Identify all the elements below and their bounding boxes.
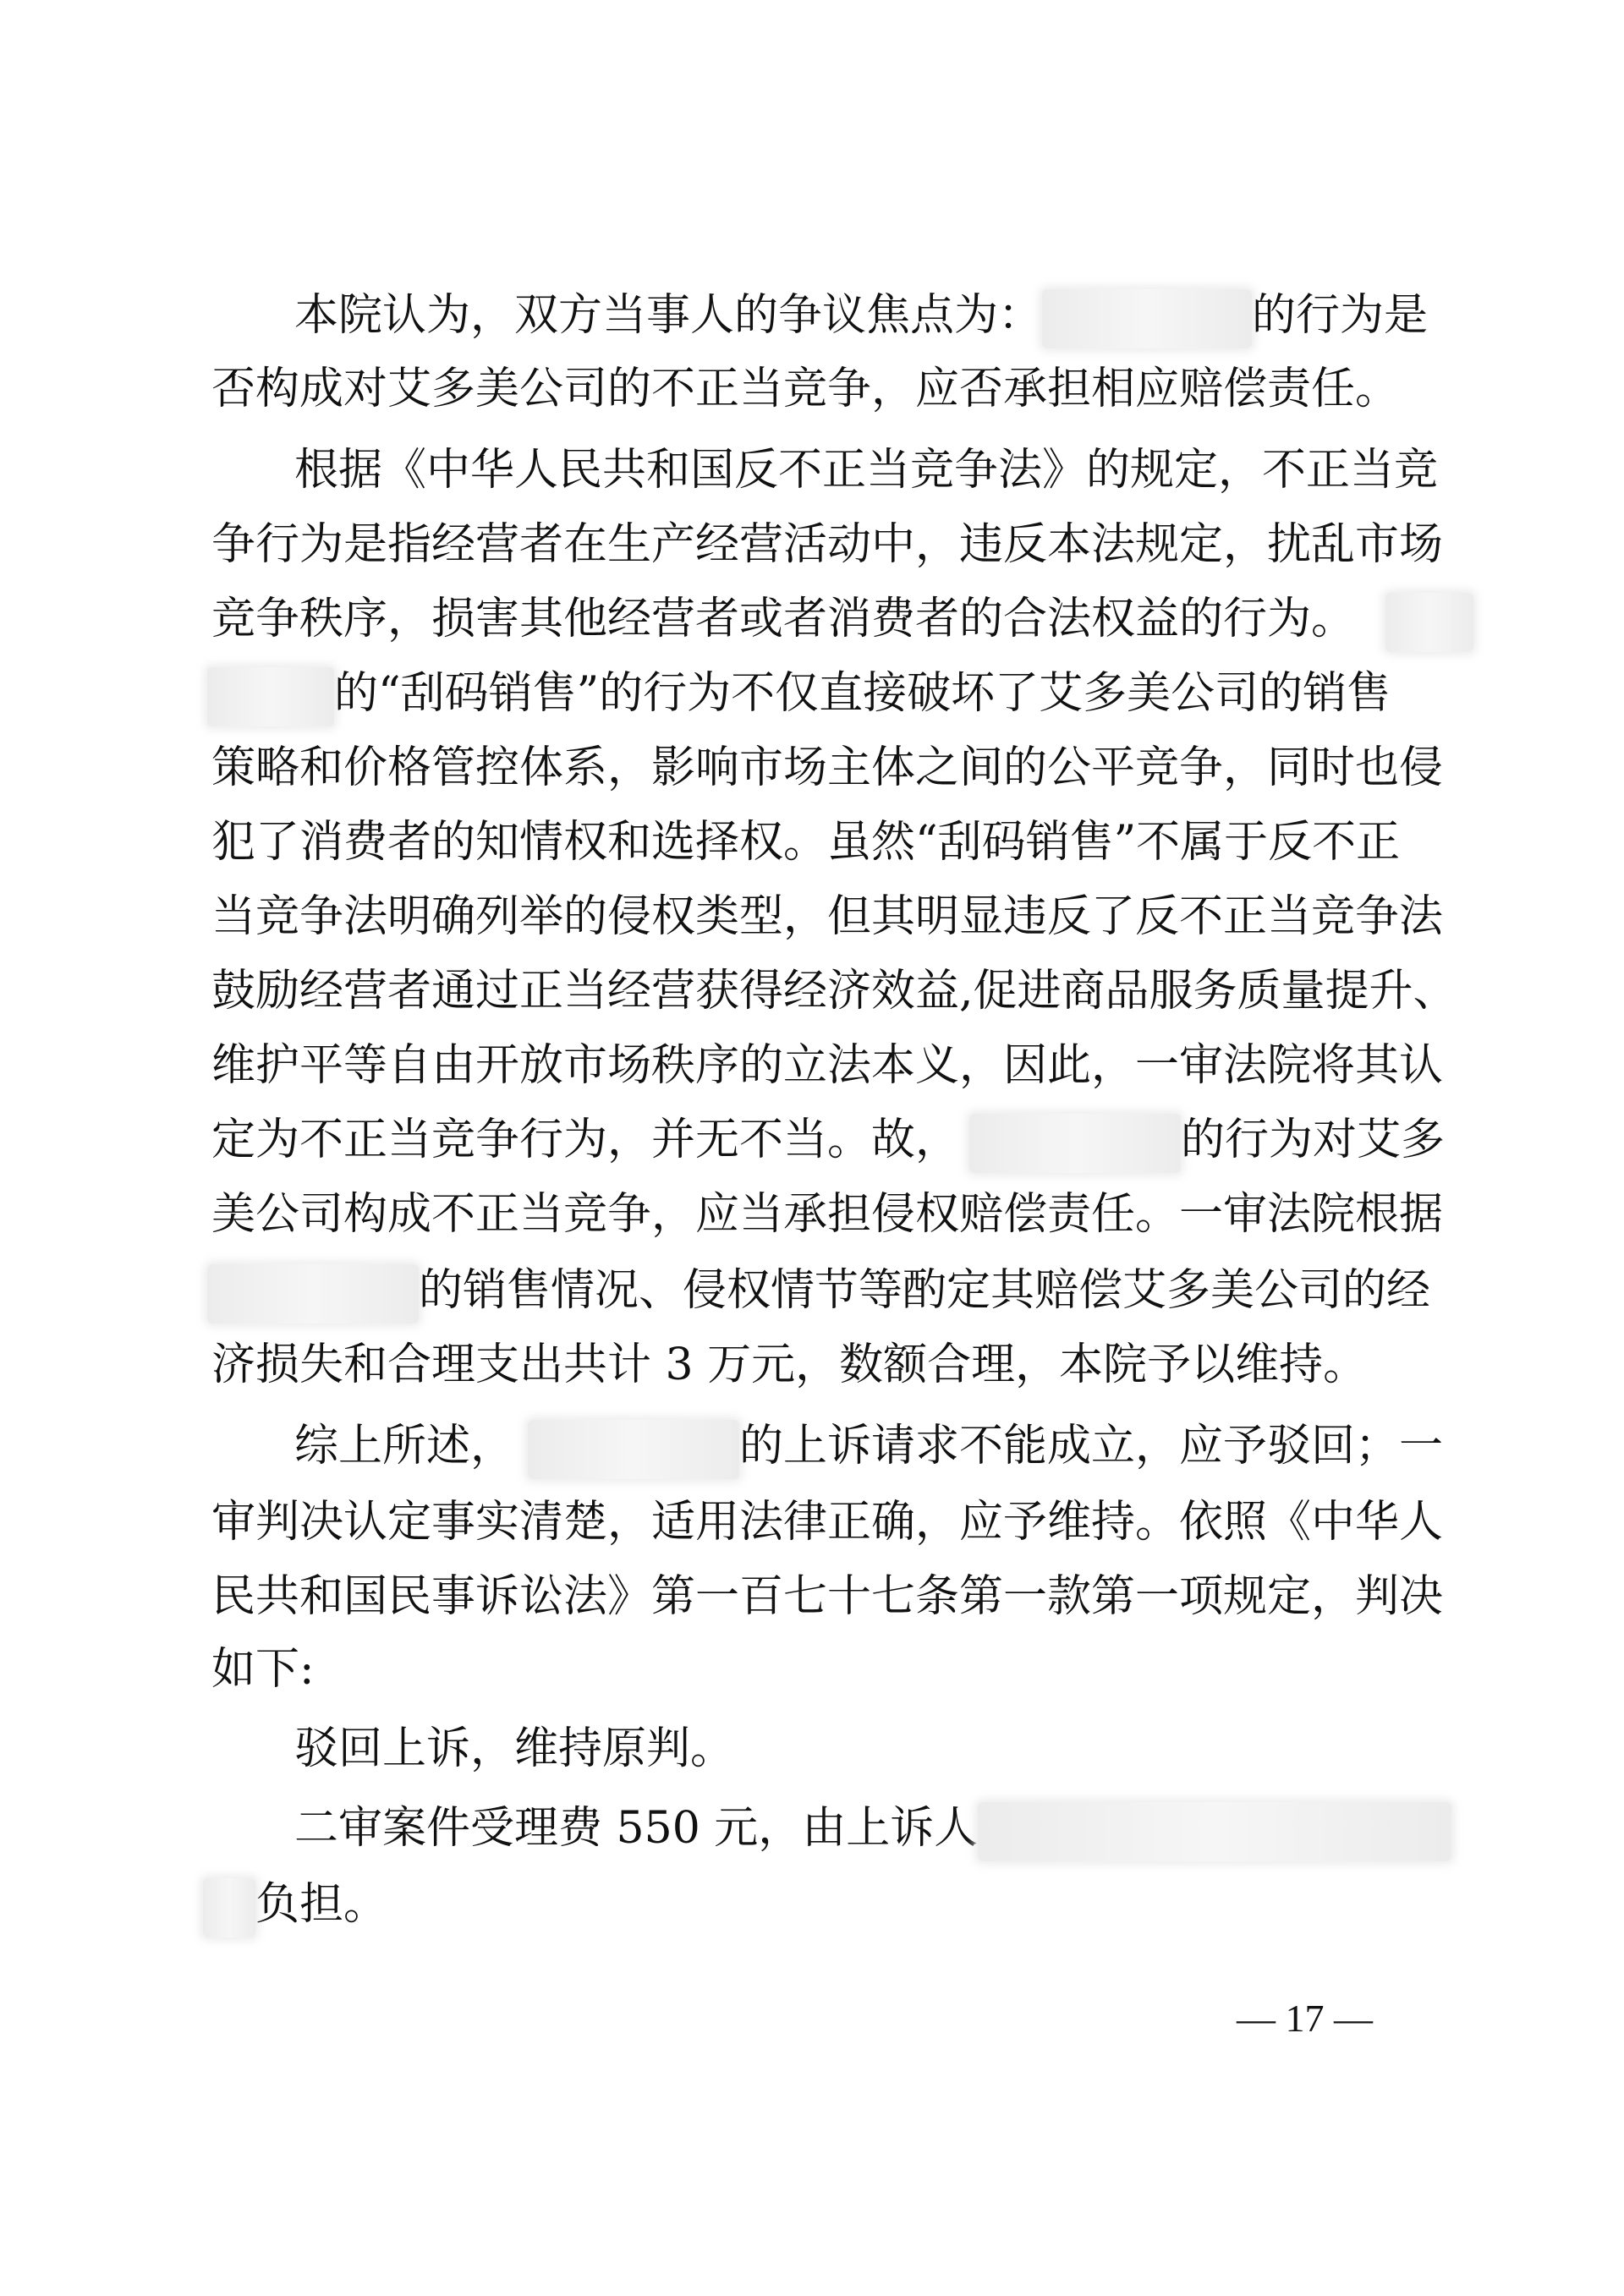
text-line: [211, 1030, 1443, 1101]
text-line: [211, 509, 1443, 580]
line-text: 定为不正当竞争行为，并无不当。故，: [211, 1115, 960, 1165]
redacted-name: [978, 1802, 1451, 1861]
page-number: — 17 —: [1237, 1997, 1373, 2040]
line-text: 维护平等自由开放市场秩序的立法本义，因此，一审法院将其认: [211, 1040, 1444, 1091]
line-text: 济损失和合理支出共计 3 万元，数额合理，本院予以维持。: [211, 1340, 1368, 1390]
line-text: 本院认为，双方当事人的争议焦点为：: [294, 290, 1043, 341]
line-text: 根据《中华人民共和国反不正当竞争法》的规定，不正当竞: [294, 445, 1439, 496]
text-line: [211, 1634, 315, 1705]
line-text: 的销售情况、侵权情节等酌定其赔偿艾多美公司的经: [419, 1265, 1431, 1316]
text-line: [207, 658, 1391, 729]
text-line: [203, 1869, 387, 1940]
text-line: [294, 1793, 1451, 1864]
redacted-name: [528, 1420, 739, 1479]
line-text: 策略和价格管控体系，影响市场主体之间的公平竞争，同时也侵: [211, 743, 1444, 793]
line-text: 当竞争法明确列举的侵权类型，但其明显违反了反不正当竞争法: [211, 891, 1444, 942]
line-text: 的“刮码销售”的行为不仅直接破坏了艾多美公司的销售: [334, 668, 1391, 719]
text-line: [294, 435, 1438, 506]
redacted-name: [207, 667, 334, 726]
line-text: 争行为是指经营者在生产经营活动中，违反本法规定，扰乱市场: [211, 519, 1444, 570]
text-line: [211, 1104, 1445, 1175]
text-line: [211, 807, 1400, 878]
text-line: [207, 1255, 1430, 1326]
line-text: 审判决认定事实清楚，适用法律正确，应予维持。依照《中华人: [211, 1497, 1444, 1548]
line-text: 驳回上诉，维持原判。: [294, 1723, 735, 1774]
redacted-name: [969, 1114, 1181, 1173]
line-text: 综上所述，: [294, 1421, 515, 1471]
line-text: 如下:: [211, 1644, 315, 1695]
text-line: [211, 353, 1399, 425]
text-line: [211, 1487, 1443, 1558]
line-text: 否构成对艾多美公司的不正当竞争，应否承担相应赔偿责任。: [211, 364, 1400, 414]
redacted-name: [1385, 593, 1473, 652]
redacted-name: [1042, 289, 1252, 348]
line-text: 民共和国民事诉讼法》第一百七十七条第一款第一项规定，判决: [211, 1571, 1444, 1622]
line-text: 的行为对艾多: [1181, 1115, 1446, 1165]
text-line: [211, 956, 1457, 1027]
text-line: [211, 584, 1473, 655]
text-line: [294, 1713, 734, 1784]
redacted-name: [203, 1878, 255, 1937]
line-text: 负担。: [255, 1879, 388, 1930]
line-text: 鼓励经营者通过正当经营获得经济效益,促进商品服务质量提升、: [211, 966, 1457, 1016]
line-text: 犯了消费者的知情权和选择权。虽然“刮码销售”不属于反不正: [211, 817, 1401, 868]
line-text: 竞争秩序，损害其他经营者或者消费者的合法权益的行为。: [211, 594, 1356, 644]
text-line: [294, 280, 1428, 351]
line-text: 二审案件受理费 550 元，由上诉人: [294, 1803, 979, 1854]
text-line: [211, 1329, 1367, 1400]
text-line: [211, 732, 1443, 803]
text-line: [211, 881, 1443, 952]
text-line: [211, 1179, 1443, 1250]
text-line: [294, 1411, 1443, 1482]
text-line: [211, 1561, 1443, 1632]
line-text: 的行为是: [1252, 290, 1429, 341]
line-text: 的上诉请求不能成立，应予驳回；一: [739, 1421, 1444, 1471]
line-text: 美公司构成不正当竞争，应当承担侵权赔偿责任。一审法院根据: [211, 1189, 1444, 1240]
redacted-name: [207, 1264, 419, 1323]
